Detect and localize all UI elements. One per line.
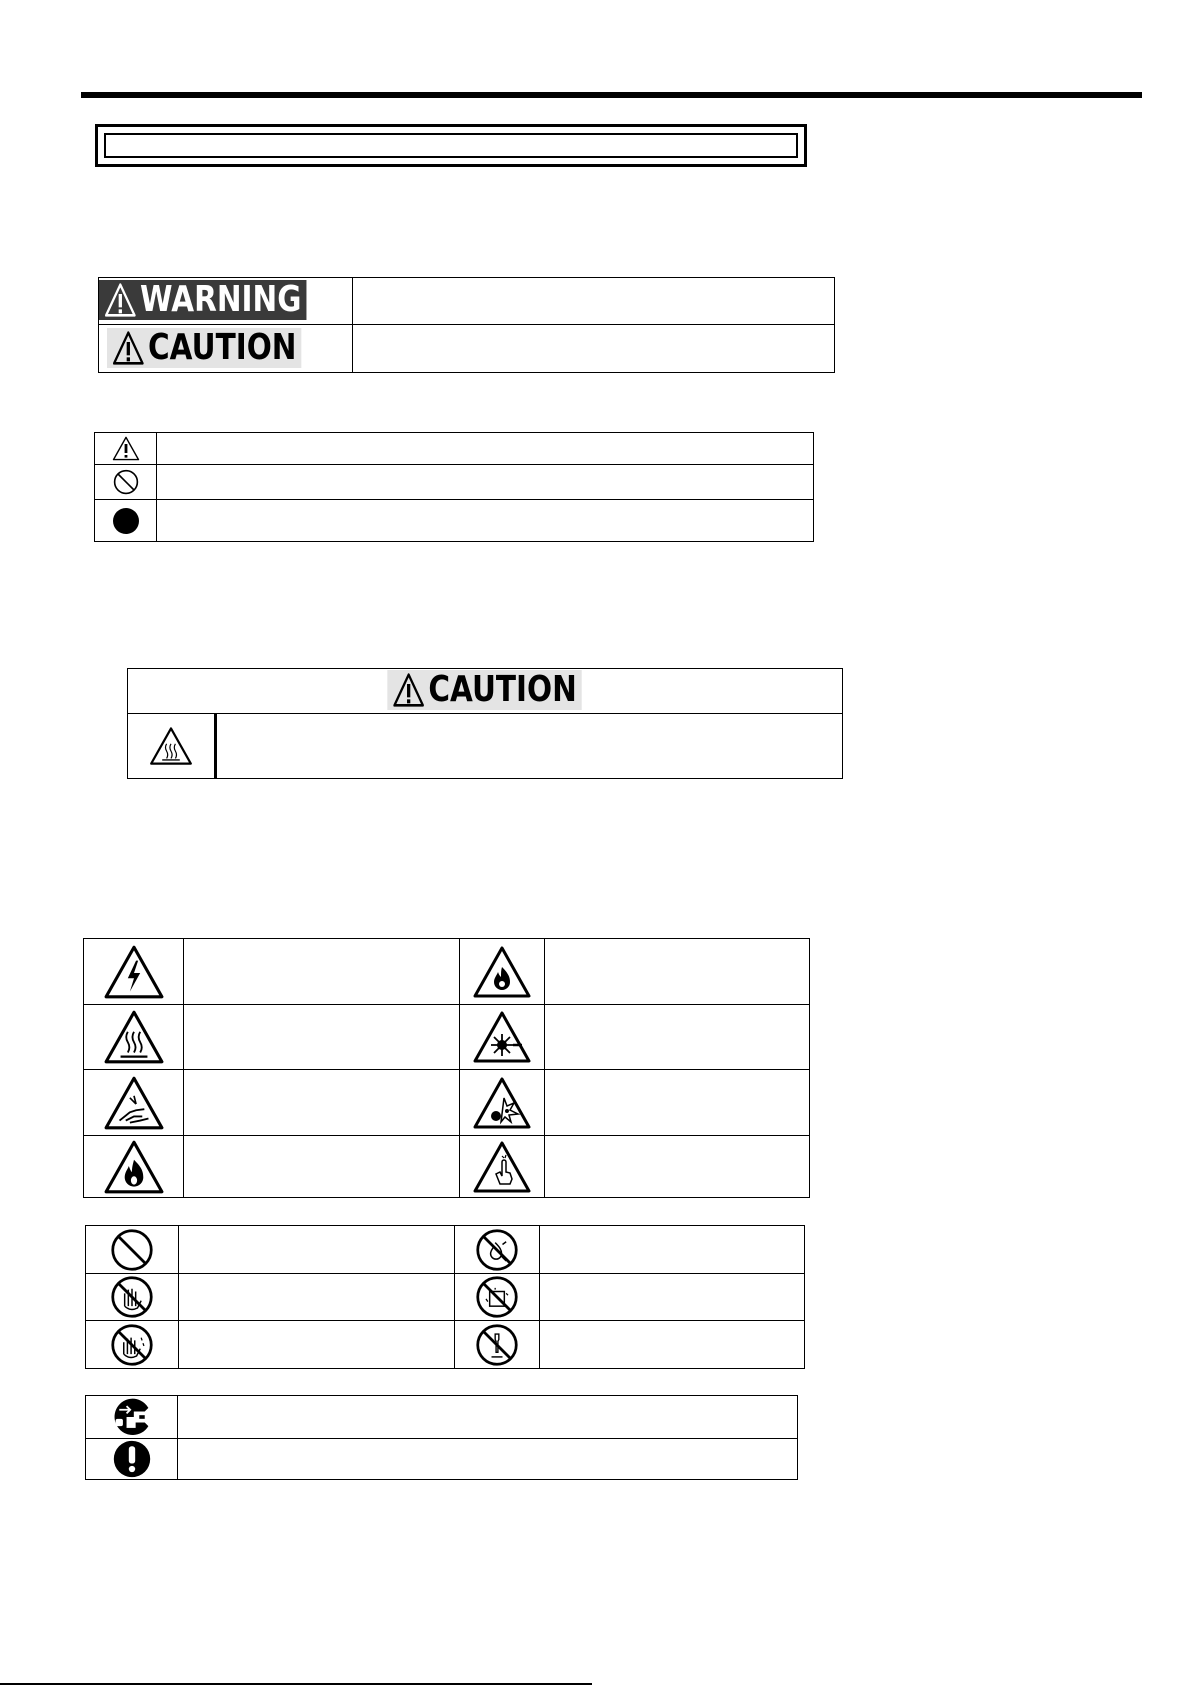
caution-triangle-icon	[112, 330, 145, 366]
warning-triangle-icon	[104, 282, 137, 318]
no-disassembly-icon	[475, 1323, 519, 1367]
laser-icon	[472, 1010, 532, 1064]
warning-symbol-label	[545, 1070, 810, 1136]
hot-surface-icon	[103, 1009, 165, 1065]
symbol-type-row	[95, 500, 157, 542]
mandatory-action-icon	[110, 1439, 154, 1479]
symbol-type-row	[95, 465, 157, 500]
mandatory-symbols-table	[85, 1395, 798, 1480]
no-wet-hands-icon	[110, 1323, 154, 1367]
no-water-icon	[475, 1275, 519, 1319]
warning-symbol-label	[184, 1005, 460, 1070]
do-not-touch-icon	[110, 1275, 154, 1319]
prohibition-circle-icon	[113, 469, 139, 495]
warning-symbols-table	[83, 938, 810, 1198]
example-caution-text	[216, 714, 843, 779]
explosion-icon	[472, 1076, 532, 1130]
top-rule	[81, 92, 1142, 98]
signal-word-table	[98, 277, 835, 373]
prohibition-symbol-label	[179, 1274, 455, 1321]
filled-circle-icon	[112, 507, 140, 535]
section-title-box	[95, 124, 807, 167]
warning-symbol-label	[545, 939, 810, 1005]
prohibition-symbol-label	[179, 1226, 455, 1274]
prohibition-symbol-label	[540, 1226, 805, 1274]
caution-label: CAUTION	[107, 328, 301, 368]
caution-description	[352, 325, 834, 373]
warning-label-cell	[99, 278, 353, 325]
electric-shock-icon	[103, 944, 165, 1000]
mandatory-symbol-label	[178, 1396, 798, 1439]
symbol-type-description	[157, 465, 814, 500]
symbol-type-table	[94, 432, 814, 542]
prohibition-symbol-label	[540, 1274, 805, 1321]
triangle-alert-icon	[112, 436, 140, 461]
symbol-type-description	[157, 500, 814, 542]
caution-label-cell	[99, 325, 353, 373]
caution-triangle-icon	[393, 672, 426, 708]
example-caution-header: CAUTION	[128, 669, 843, 714]
general-prohibition-icon	[110, 1228, 154, 1272]
prohibition-symbol-label	[540, 1321, 805, 1369]
warning-symbol-label	[184, 939, 460, 1005]
warning-symbol-label	[545, 1005, 810, 1070]
warning-symbol-label	[184, 1070, 460, 1136]
unplug-icon	[110, 1397, 154, 1437]
warning-label: WARNING	[99, 280, 306, 320]
symbol-type-row	[95, 433, 157, 465]
warning-description	[352, 278, 834, 325]
no-fire-icon	[475, 1228, 519, 1272]
ignition-icon	[103, 1139, 165, 1195]
hand-pinch-icon	[103, 1075, 165, 1131]
example-caution-box	[127, 668, 843, 779]
fire-hazard-icon	[472, 945, 532, 999]
prohibition-symbols-table	[85, 1225, 805, 1369]
section-title	[104, 133, 798, 158]
mandatory-symbol-label	[178, 1439, 798, 1480]
finger-injury-icon	[472, 1140, 532, 1194]
hot-surface-icon	[149, 726, 193, 766]
prohibition-symbol-label	[179, 1321, 455, 1369]
symbol-type-description	[157, 433, 814, 465]
warning-symbol-label	[184, 1136, 460, 1198]
warning-symbol-label	[545, 1136, 810, 1198]
